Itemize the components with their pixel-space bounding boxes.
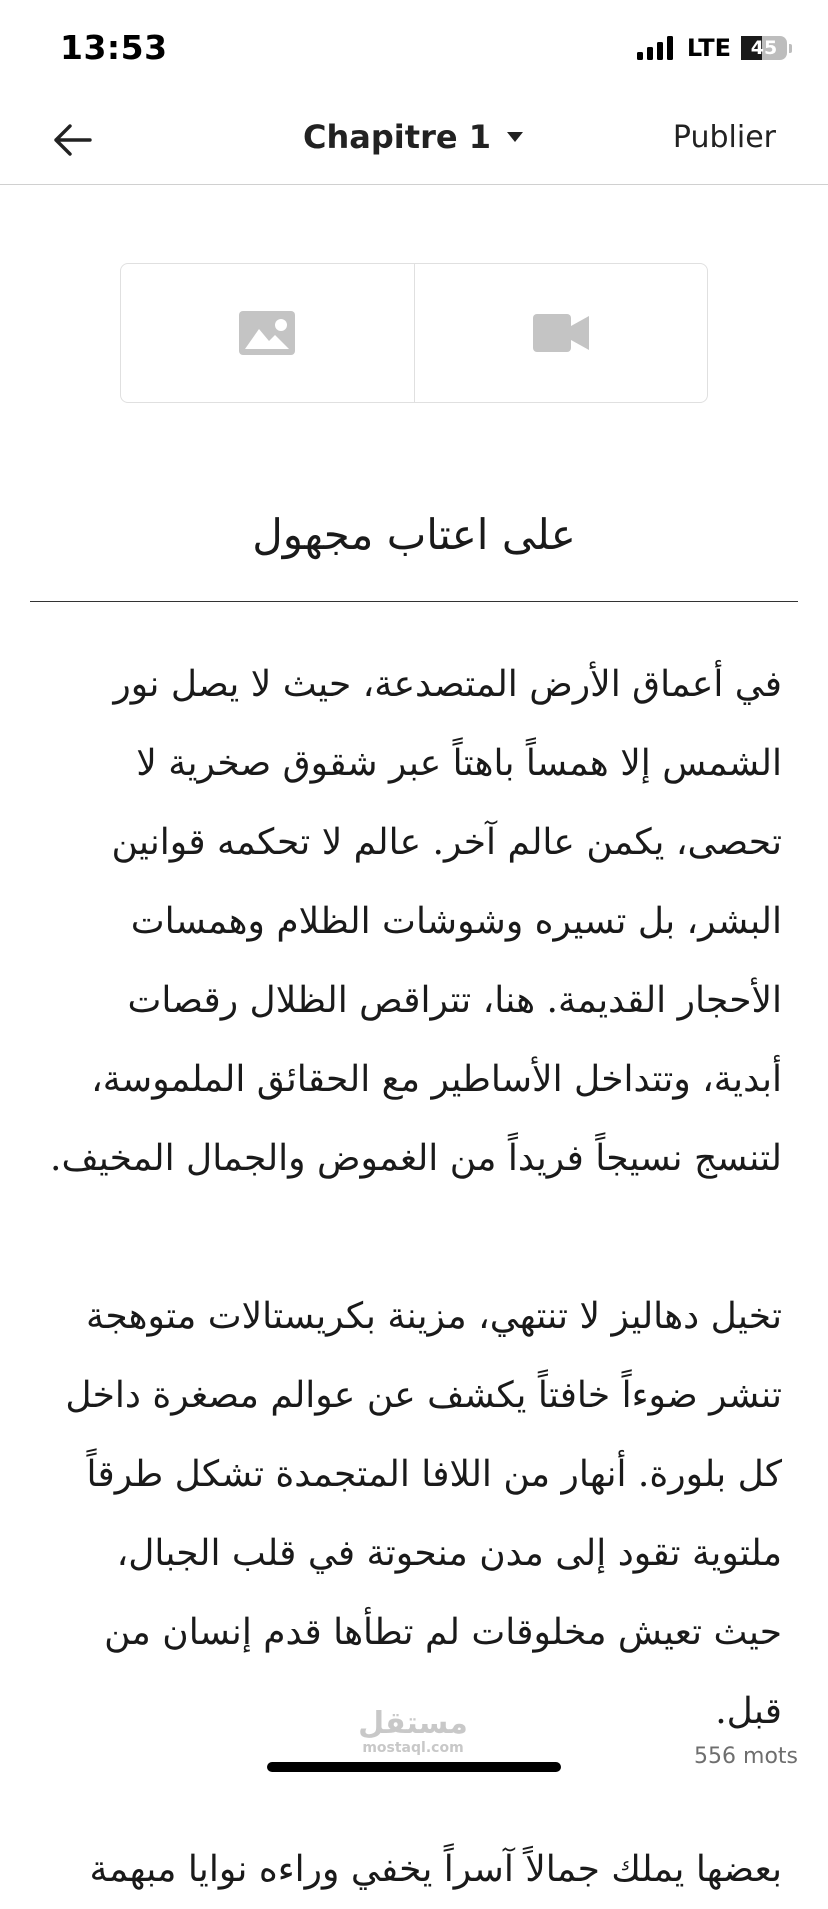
paragraph: في أعماق الأرض المتصدعة، حيث لا يصل نور الشمس إلا همساً باهتاً عبر شقوق صخرية لا تحصى، يكمن عالم آخر. عالم لا تحكمه قوانين البشر، بل تسيره وشوشات الظلام وهمسات الأحجار القديمة. هنا، تتراقص الظلال رقصات أبدية، وتتداخل الأساطير مع الحقائق الملموسة، لتنسج نسيجاً فريداً من الغموض والجمال المخيف.	[50, 664, 782, 1179]
publish-button[interactable]: Publier	[672, 120, 776, 155]
battery-icon	[741, 36, 787, 60]
back-arrow-icon	[52, 123, 92, 157]
signal-icon	[637, 36, 673, 60]
chevron-down-icon	[505, 131, 525, 143]
chapter-title: Chapitre 1	[303, 118, 491, 156]
title-divider	[30, 601, 798, 602]
watermark-arabic: مستقل	[358, 1706, 468, 1741]
network-type: LTE	[686, 34, 731, 62]
word-count: 556 mots	[694, 1744, 798, 1769]
image-icon	[239, 311, 295, 355]
status-indicators	[637, 34, 792, 62]
status-time: 13:53	[60, 28, 168, 67]
media-insert-box	[120, 263, 708, 403]
home-indicator	[267, 1762, 561, 1772]
battery-level: 45	[750, 37, 778, 59]
nav-bar	[0, 96, 828, 185]
back-button[interactable]	[46, 114, 98, 166]
add-image-button[interactable]	[121, 264, 414, 402]
paragraph: تخيل دهاليز لا تنتهي، مزينة بكريستالات متوهجة تنشر ضوءاً خافتاً يكشف عن عوالم مصغرة داخل كل بلورة. أنهار من اللافا المتجمدة تشكل طرقاً ملتوية تقود إلى مدن منحوتة في قلب الجبال، حيث تعيش مخلوقات لم تطأها قدم إنسان من قبل.	[65, 1296, 782, 1732]
battery-cap	[789, 44, 792, 53]
video-camera-icon	[533, 314, 589, 352]
watermark-logo	[358, 1708, 468, 1756]
story-title[interactable]: على اعتاب مجهول	[252, 510, 576, 559]
add-video-button[interactable]	[414, 264, 708, 402]
chapter-selector[interactable]	[294, 118, 534, 156]
paragraph: بعضها يملك جمالاً آسراً يخفي وراءه نوايا مبهمة	[89, 1849, 782, 1890]
watermark-latin: mostaql.com	[362, 1740, 464, 1756]
status-bar	[0, 0, 828, 96]
